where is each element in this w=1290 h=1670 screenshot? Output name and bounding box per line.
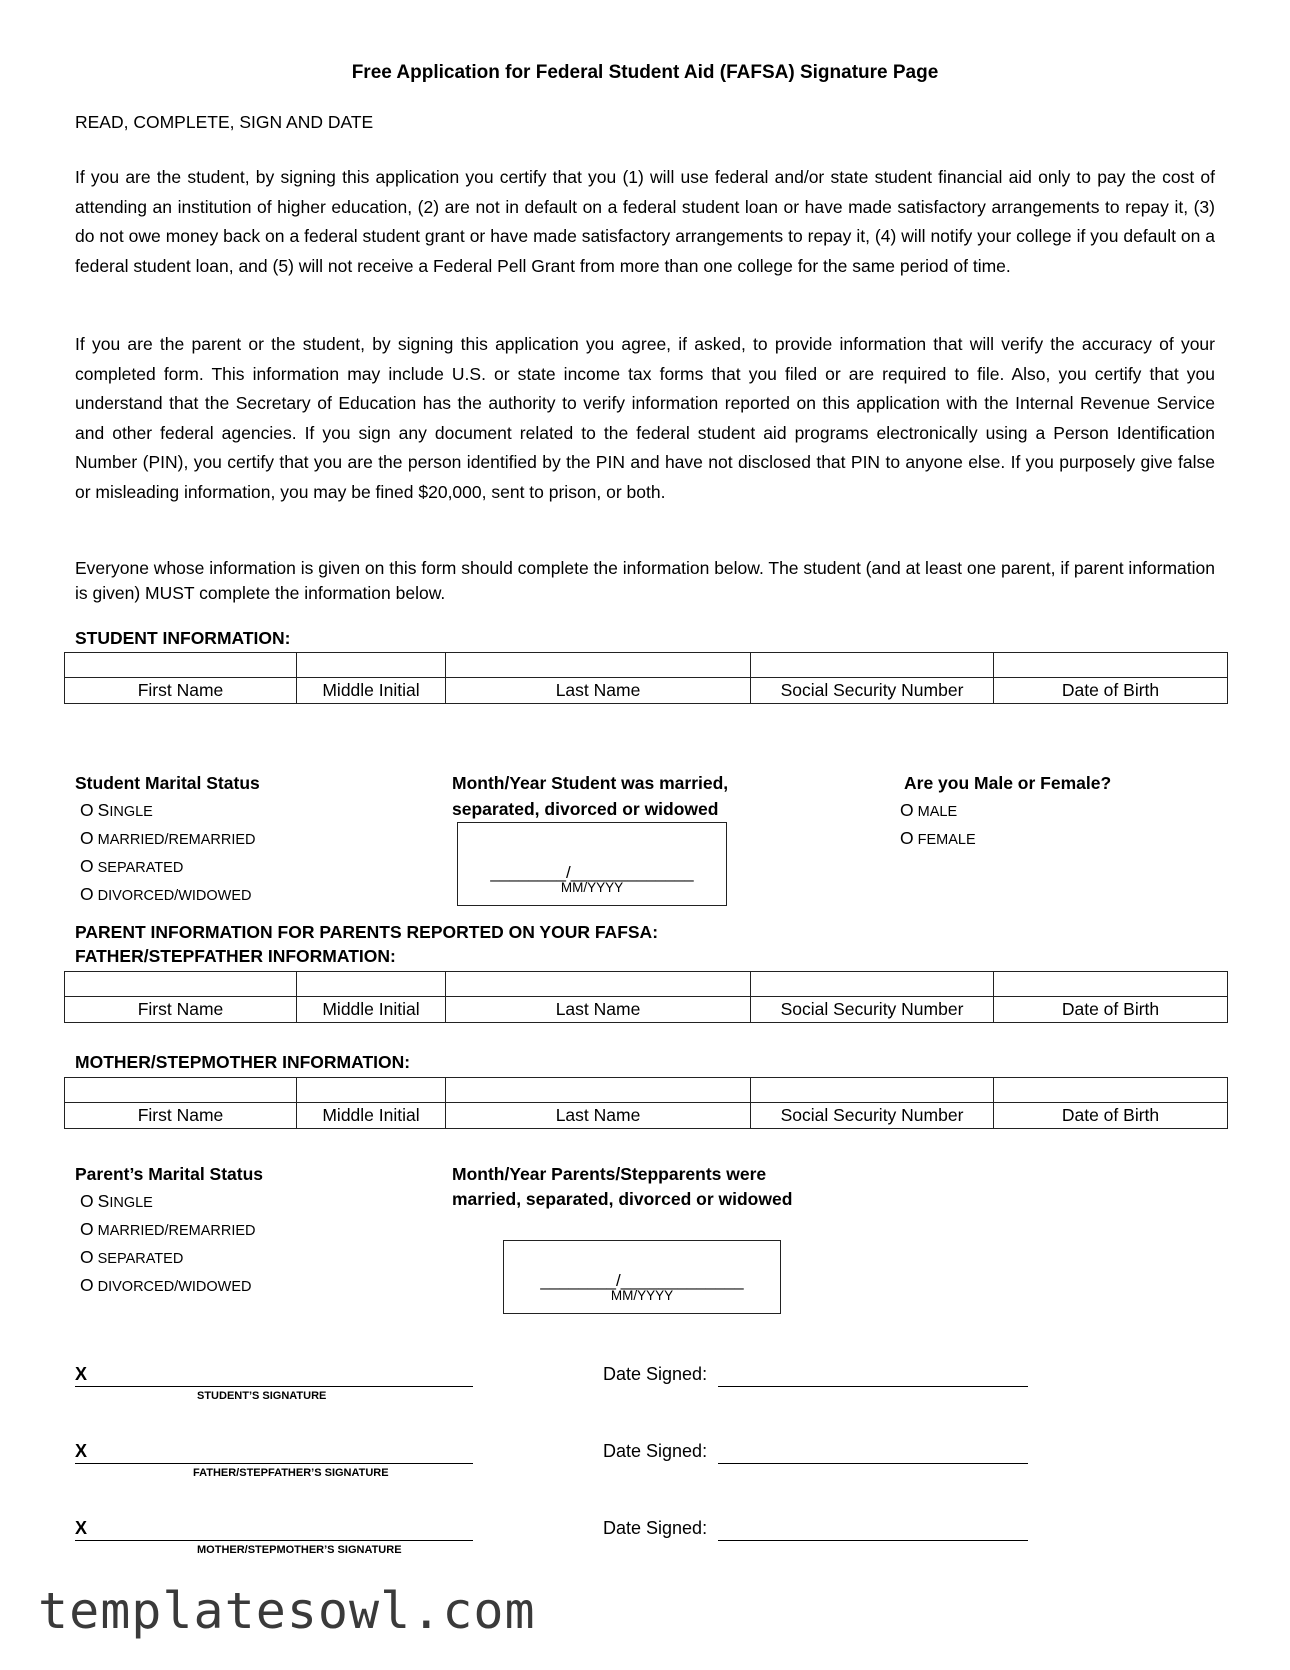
option-label: DIVORCED/WIDOWED bbox=[97, 1279, 252, 1295]
date-format-label: MM/YYYY bbox=[560, 880, 624, 895]
student-date-signed-label: Date Signed: bbox=[603, 1364, 708, 1384]
certification-paragraph: If you are the student, by signing this application you certify that you (1) will use federal and/or state student financial aid only to pay the cost of attending an institution of higher education, (2) are not in default on a federal student loan or have made satisfactory arrangements to repay it, (3) do not owe money back on a federal student grant or have made satisfactory arrangements to repay it, (4) will notify your college if you default on a federal student loan, and (5) will not receive a Federal Pell Grant from more than one college for the same period of time. bbox=[75, 167, 1215, 276]
mother-signature-block bbox=[75, 1518, 475, 1556]
student-info-heading: STUDENT INFORMATION: bbox=[75, 628, 291, 648]
watermark-text: templatesowl.com bbox=[38, 1582, 536, 1640]
parent-marital-date-box[interactable] bbox=[503, 1240, 781, 1314]
parent-date-title-2: married, separated, divorced or widowed bbox=[452, 1189, 793, 1209]
dob-label: Date of Birth bbox=[994, 997, 1228, 1023]
mother-middle-initial-field[interactable] bbox=[297, 1078, 446, 1103]
student-signature-line[interactable] bbox=[75, 1386, 473, 1387]
dob-label: Date of Birth bbox=[994, 1103, 1228, 1129]
option-label: SINGLE bbox=[97, 1191, 153, 1211]
parent-marital-option-separated[interactable]: O SEPARATED bbox=[80, 1247, 184, 1267]
father-dob-field[interactable] bbox=[994, 972, 1228, 997]
option-label: FEMALE bbox=[917, 832, 976, 848]
father-middle-initial-field[interactable] bbox=[297, 972, 446, 997]
option-label: MARRIED/REMARRIED bbox=[97, 1223, 256, 1239]
father-first-name-field[interactable] bbox=[65, 972, 297, 997]
marital-option-single[interactable]: O SINGLE bbox=[80, 800, 153, 820]
student-info-table bbox=[64, 652, 1228, 704]
signature-x-mark: X bbox=[75, 1518, 88, 1538]
father-ssn-field[interactable] bbox=[751, 972, 994, 997]
mother-date-signed-label: Date Signed: bbox=[603, 1518, 708, 1538]
parent-marital-options bbox=[80, 1188, 256, 1300]
parent-marital-option-divorced[interactable]: O DIVORCED/WIDOWED bbox=[80, 1275, 252, 1295]
father-signature-block bbox=[75, 1441, 475, 1479]
dob-label: Date of Birth bbox=[994, 678, 1228, 704]
parent-marital-status-title: Parent’s Marital Status bbox=[75, 1164, 264, 1184]
student-marital-date-box[interactable] bbox=[457, 822, 727, 906]
last-name-label: Last Name bbox=[446, 678, 751, 704]
father-date-signed-line[interactable] bbox=[718, 1463, 1028, 1464]
mother-last-name-field[interactable] bbox=[446, 1078, 751, 1103]
mother-info-heading: MOTHER/STEPMOTHER INFORMATION: bbox=[75, 1052, 411, 1072]
parent-marital-option-single[interactable]: O SINGLE bbox=[80, 1191, 153, 1211]
father-info-heading: FATHER/STEPFATHER INFORMATION: bbox=[75, 946, 396, 966]
student-middle-initial-field[interactable] bbox=[297, 653, 446, 678]
parent-date-title-1: Month/Year Parents/Stepparents were bbox=[452, 1164, 767, 1184]
father-signature-line[interactable] bbox=[75, 1463, 473, 1464]
gender-option-female[interactable]: O FEMALE bbox=[900, 828, 976, 848]
marital-option-divorced[interactable]: O DIVORCED/WIDOWED bbox=[80, 884, 252, 904]
parent-info-heading: PARENT INFORMATION FOR PARENTS REPORTED ON YOUR FAFSA: bbox=[75, 922, 659, 942]
middle-initial-label: Middle Initial bbox=[297, 678, 446, 704]
first-name-label: First Name bbox=[65, 997, 297, 1023]
ssn-label: Social Security Number bbox=[751, 678, 994, 704]
student-first-name-field[interactable] bbox=[65, 653, 297, 678]
mother-first-name-field[interactable] bbox=[65, 1078, 297, 1103]
mother-ssn-field[interactable] bbox=[751, 1078, 994, 1103]
student-marital-options bbox=[80, 797, 256, 909]
mother-date-signed-line[interactable] bbox=[718, 1540, 1028, 1541]
ssn-label: Social Security Number bbox=[751, 997, 994, 1023]
last-name-label: Last Name bbox=[446, 1103, 751, 1129]
first-name-label: First Name bbox=[65, 1103, 297, 1129]
gender-title: Are you Male or Female? bbox=[904, 773, 1112, 793]
middle-initial-label: Middle Initial bbox=[297, 997, 446, 1023]
marital-option-married[interactable]: O MARRIED/REMARRIED bbox=[80, 828, 256, 848]
father-last-name-field[interactable] bbox=[446, 972, 751, 997]
middle-initial-label: Middle Initial bbox=[297, 1103, 446, 1129]
student-dob-field[interactable] bbox=[994, 653, 1228, 678]
option-label: MALE bbox=[917, 804, 958, 820]
student-last-name-field[interactable] bbox=[446, 653, 751, 678]
signature-x-mark: X bbox=[75, 1441, 88, 1461]
date-format-label: MM/YYYY bbox=[610, 1288, 674, 1303]
mother-signature-label: MOTHER/STEPMOTHER’S SIGNATURE bbox=[197, 1544, 402, 1556]
completion-paragraph: Everyone whose information is given on this form should complete the information below. The student (and at least one parent, if parent information is given) MUST complete the information below. bbox=[75, 558, 1215, 603]
marital-option-separated[interactable]: O SEPARATED bbox=[80, 856, 184, 876]
student-marital-status-title: Student Marital Status bbox=[75, 773, 260, 793]
student-date-title-2: separated, divorced or widowed bbox=[452, 799, 719, 819]
student-signature-block bbox=[75, 1364, 475, 1402]
last-name-label: Last Name bbox=[446, 997, 751, 1023]
student-date-title-1: Month/Year Student was married, bbox=[452, 773, 729, 793]
mother-dob-field[interactable] bbox=[994, 1078, 1228, 1103]
option-label: SEPARATED bbox=[97, 860, 184, 876]
option-label: SINGLE bbox=[97, 800, 153, 820]
page-title: Free Application for Federal Student Aid (FAFSA) Signature Page bbox=[351, 62, 939, 83]
father-signature-label: FATHER/STEPFATHER’S SIGNATURE bbox=[193, 1467, 389, 1479]
option-label: MARRIED/REMARRIED bbox=[97, 832, 256, 848]
option-label: DIVORCED/WIDOWED bbox=[97, 888, 252, 904]
mother-signature-line[interactable] bbox=[75, 1540, 473, 1541]
parent-marital-option-married[interactable]: O MARRIED/REMARRIED bbox=[80, 1219, 256, 1239]
gender-option-male[interactable]: O MALE bbox=[900, 800, 958, 820]
date-entry-line: ________/_____________ bbox=[540, 1271, 744, 1290]
first-name-label: First Name bbox=[65, 678, 297, 704]
student-signature-label: STUDENT’S SIGNATURE bbox=[197, 1390, 327, 1402]
instruction-text: READ, COMPLETE, SIGN AND DATE bbox=[75, 112, 374, 132]
student-ssn-field[interactable] bbox=[751, 653, 994, 678]
father-info-table bbox=[64, 971, 1228, 1023]
mother-info-table bbox=[64, 1077, 1228, 1129]
date-entry-line: ________/_____________ bbox=[490, 863, 694, 882]
father-date-signed-label: Date Signed: bbox=[603, 1441, 708, 1461]
gender-options bbox=[900, 797, 976, 853]
student-date-signed-line[interactable] bbox=[718, 1386, 1028, 1387]
ssn-label: Social Security Number bbox=[751, 1103, 994, 1129]
option-label: SEPARATED bbox=[97, 1251, 184, 1267]
signature-x-mark: X bbox=[75, 1364, 88, 1384]
verification-paragraph: If you are the parent or the student, by signing this application you agree, if asked, to provide information that will verify the accuracy of your completed form. This information may include U.S. or state income tax forms that you filed or are required to file. Also, you certify that you understand that the Secretary of Education has the authority to verify information reported on this application with the Internal Revenue Service and other federal agencies. If you sign any document related to the federal student aid programs electronically using a Person Identification Number (PIN), you certify that you are the person identified by the PIN and have not disclosed that PIN to anyone else. If you purposely give false or misleading information, you may be fined $20,000, sent to prison, or both. bbox=[75, 334, 1215, 502]
